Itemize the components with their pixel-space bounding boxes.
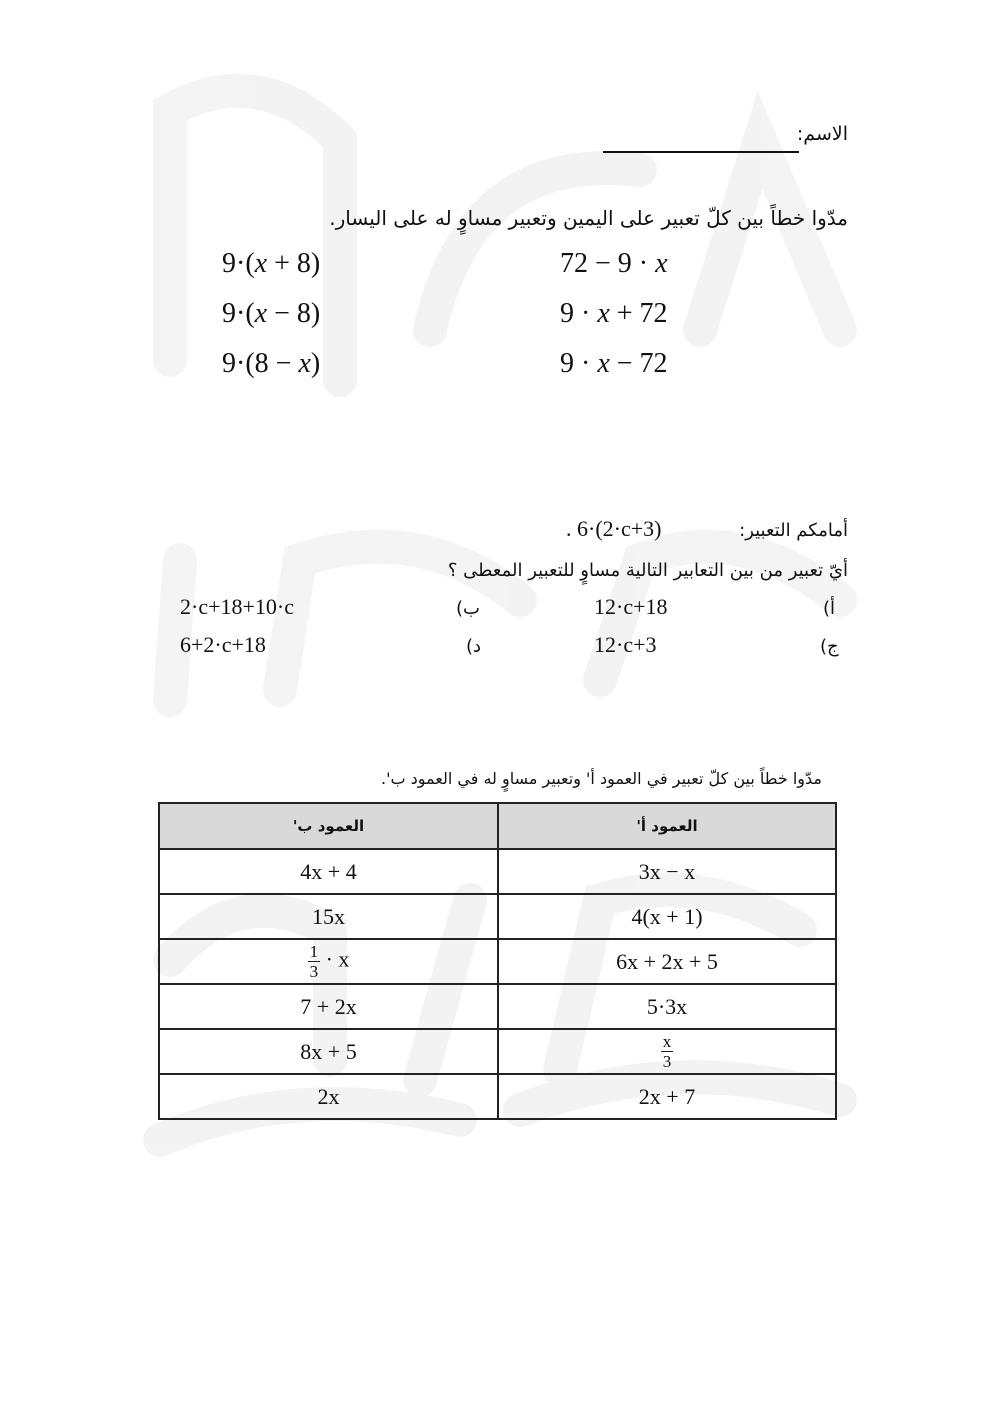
column-a-cell[interactable]: 2x + 7: [498, 1074, 836, 1119]
name-label: الاسم:: [796, 123, 848, 145]
q1-left-expr-1[interactable]: 9·(x + 8): [222, 248, 321, 279]
name-input-line[interactable]: [603, 151, 799, 153]
column-b-cell[interactable]: $\frac{1}{3}$ · x: [159, 939, 498, 984]
q2-option-a-letter: (أ: [823, 598, 836, 619]
q3-instruction: مدّوا خطاً بين كلّ تعبير في العمود أ' وتعبير مساوٍ له في العمود ب'.: [381, 769, 822, 788]
column-a-cell[interactable]: 4(x + 1): [498, 894, 836, 939]
column-b-header: العمود ب': [159, 803, 498, 849]
q2-option-b-letter: (ب: [456, 598, 480, 619]
q2-given-expr: . 6·(2·c+3): [566, 516, 662, 541]
column-b-cell[interactable]: 4x + 4: [159, 849, 498, 894]
column-b-cell[interactable]: 2x: [159, 1074, 498, 1119]
q2-option-c-letter: (ج: [820, 636, 839, 657]
column-a-cell[interactable]: 6x + 2x + 5: [498, 939, 836, 984]
column-a-cell[interactable]: 5·3x: [498, 984, 836, 1029]
table-row: [159, 849, 836, 894]
table-row: [159, 1029, 836, 1074]
matching-table: [158, 802, 837, 1120]
column-a-cell[interactable]: [498, 1029, 836, 1074]
table-row: [159, 894, 836, 939]
q2-option-a-expr[interactable]: 12·c+18: [594, 594, 668, 619]
q2-question: أيّ تعبير من بين التعابير التالية مساوٍ للتعبير المعطى ؟: [447, 560, 848, 581]
q2-option-c-expr[interactable]: 12·c+3: [594, 632, 657, 657]
q2-given-label: أمامكم التعبير:: [739, 520, 848, 541]
q1-right-expr-2[interactable]: 9 · x + 72: [560, 298, 668, 329]
column-b-cell[interactable]: 8x + 5: [159, 1029, 498, 1074]
column-b-cell[interactable]: 15x: [159, 894, 498, 939]
fraction: $\frac{1}{3}$: [309, 942, 319, 981]
q1-instruction: مدّوا خطاً بين كلّ تعبير على اليمين وتعبير مساوٍ له على اليسار.: [329, 206, 848, 230]
table-row: [159, 1074, 836, 1119]
q2-option-d-expr[interactable]: 6+2·c+18: [180, 632, 266, 657]
q1-right-expr-3[interactable]: 9 · x − 72: [560, 348, 668, 379]
table-row: [159, 984, 836, 1029]
column-a-header: العمود أ': [498, 803, 836, 849]
q1-left-expr-2[interactable]: 9·(x − 8): [222, 298, 321, 329]
column-b-cell[interactable]: 7 + 2x: [159, 984, 498, 1029]
q1-right-expr-1[interactable]: 72 − 9 · x: [560, 248, 668, 279]
q2-option-d-letter: (د: [466, 636, 482, 657]
q2-option-b-expr[interactable]: 2·c+18+10·c: [180, 594, 294, 619]
table-row: [159, 939, 836, 984]
table-header-row: [159, 803, 836, 849]
q1-left-expr-3[interactable]: 9·(8 − x): [222, 348, 321, 379]
fraction: $\frac{x}{3}$: [662, 1032, 672, 1071]
column-a-cell[interactable]: 3x − x: [498, 849, 836, 894]
